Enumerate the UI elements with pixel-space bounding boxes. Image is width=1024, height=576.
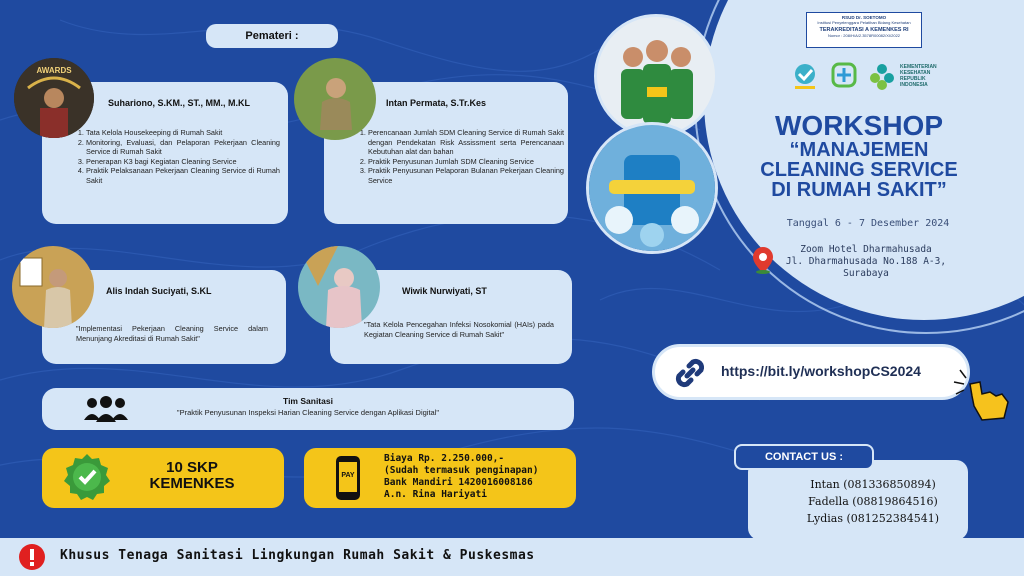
- venue-line-1: Zoom Hotel Dharmahusada: [800, 244, 932, 255]
- speaker-photo: [298, 246, 380, 328]
- registration-link-box[interactable]: [652, 344, 970, 400]
- kemenkes-label: KEMENTERIAN KESEHATAN REPUBLIK INDONESIA: [900, 64, 937, 88]
- contact-person: Lydias (081252384541): [806, 512, 940, 525]
- topic-item: 4. Praktik Pelaksanaan Pekerjaan Cleaning Service di Rumah Sakit: [86, 166, 280, 185]
- topic-item: 2. Monitoring, Evaluasi, dan Pelaporan Pekerjaan Cleaning Service di Rumah Sakit: [86, 138, 280, 157]
- fee-box: [304, 448, 576, 508]
- workshop-title-line-1: WORKSHOP: [775, 110, 943, 141]
- fee-line-4: A.n. Rina Hariyati: [384, 489, 487, 500]
- location-pin-icon: [752, 246, 774, 274]
- accreditation-line-1: RSUD Dr. SOETOMO: [841, 15, 887, 20]
- skp-text: [112, 460, 272, 492]
- contact-list: [778, 476, 968, 527]
- speaker-topics: [72, 128, 280, 186]
- fee-text: [384, 453, 538, 501]
- contact-heading: CONTACT US :: [734, 444, 874, 470]
- topic-item: 1. Perencanaan Jumlah SDM Cleaning Service di Rumah Sakit dengan Pendekatan Risk Assissment serta Perencanaan Kebutuhan alat dan bahan: [368, 128, 564, 157]
- health-logo: [829, 60, 859, 90]
- accreditation-line-4: Nomor : 208/H/A/2.3578R00082/XI/2022: [827, 33, 901, 38]
- workshop-title-line-2: “MANAJEMEN: [789, 139, 929, 161]
- topic-item: 3. Penerapan K3 bagi Kegiatan Cleaning Service: [86, 157, 280, 167]
- accreditation-line-3: TERAKREDITASI A KEMENKES RI: [819, 27, 909, 33]
- germas-logo: [791, 62, 819, 90]
- workshop-title-line-3: CLEANING SERVICE: [760, 159, 958, 181]
- registration-link[interactable]: https://bit.ly/workshopCS2024: [721, 363, 921, 379]
- speaker-name: Suhariono, S.KM., ST., MM., M.KL: [108, 98, 250, 108]
- alert-icon: [18, 543, 46, 571]
- awards-badge: AWARDS: [36, 66, 72, 75]
- kemenkes-logo: [868, 62, 896, 90]
- speaker-name: Intan Permata, S.Tr.Kes: [386, 98, 487, 108]
- speakers-heading: Pemateri :: [206, 24, 338, 48]
- cleaning-supplies-photo: [586, 122, 718, 254]
- topic-item: 3. Praktik Penyusunan Pelaporan Bulanan Pekerjaan Cleaning Service: [368, 166, 564, 185]
- speaker-topic: "Tata Kelola Pencegahan Infeksi Nosokomial (HAIs) pada Kegiatan Cleaning Service di Rumah Sakit": [364, 320, 554, 339]
- notice-text: Khusus Tenaga Sanitasi Lingkungan Rumah Sakit & Puskesmas: [60, 548, 535, 563]
- contact-person: Intan (081336850894): [810, 478, 936, 491]
- link-icon: [671, 354, 709, 392]
- contact-person: Fadella (08819864516): [808, 495, 938, 508]
- mobile-pay-icon: [332, 452, 364, 504]
- fee-line-2: (Sudah termasuk penginapan): [384, 465, 539, 476]
- badge-check-icon: [62, 452, 112, 506]
- venue: [776, 244, 956, 280]
- skp-box: [42, 448, 284, 508]
- contact-box: [748, 460, 968, 540]
- workshop-title-line-4: DI RUMAH SAKIT”: [771, 179, 947, 201]
- venue-line-2: Jl. Dharmahusada No.188 A-3,: [785, 256, 947, 267]
- skp-line-1: 10 SKP: [166, 459, 218, 476]
- speaker-topics: [354, 128, 564, 186]
- workshop-title: [748, 112, 970, 200]
- fee-line-1: Biaya Rp. 2.250.000,-: [384, 453, 505, 464]
- cleaning-staff-photo: [594, 14, 718, 138]
- venue-line-3: Surabaya: [843, 268, 889, 279]
- pay-label: PAY: [341, 472, 355, 479]
- fee-line-3: Bank Mandiri 1420016008186: [384, 477, 533, 488]
- notice-bar: [0, 538, 1024, 576]
- speaker-photo: [294, 58, 376, 140]
- accreditation-box: [806, 12, 922, 48]
- speaker-name: Wiwik Nurwiyati, ST: [402, 286, 487, 296]
- topic-item: 2. Praktik Penyusunan Jumlah SDM Cleaning Service: [368, 157, 564, 167]
- team-name: Tim Sanitasi: [283, 396, 333, 406]
- speaker-photo: [12, 246, 94, 328]
- speaker-topic: "Implementasi Pekerjaan Cleaning Service dalam Menunjang Akreditasi di Rumah Sakit": [76, 324, 268, 343]
- accreditation-line-2: Institusi Penyelenggara Pelatihan Bidang Kesehatan: [817, 20, 911, 25]
- team-card: [42, 388, 574, 430]
- topic-item: 1. Tata Kelola Housekeeping di Rumah Sakit: [86, 128, 280, 138]
- speaker-photo: [14, 58, 94, 138]
- skp-line-2: KEMENKES: [149, 475, 235, 492]
- workshop-date: Tanggal 6 - 7 Desember 2024: [786, 218, 950, 229]
- speaker-name: Alis Indah Suciyati, S.KL: [106, 286, 212, 296]
- team-topic: "Praktik Penyusunan Inspeksi Harian Cleaning Service dengan Aplikasi Digital": [176, 408, 440, 417]
- pointer-hand-icon: [952, 366, 1012, 422]
